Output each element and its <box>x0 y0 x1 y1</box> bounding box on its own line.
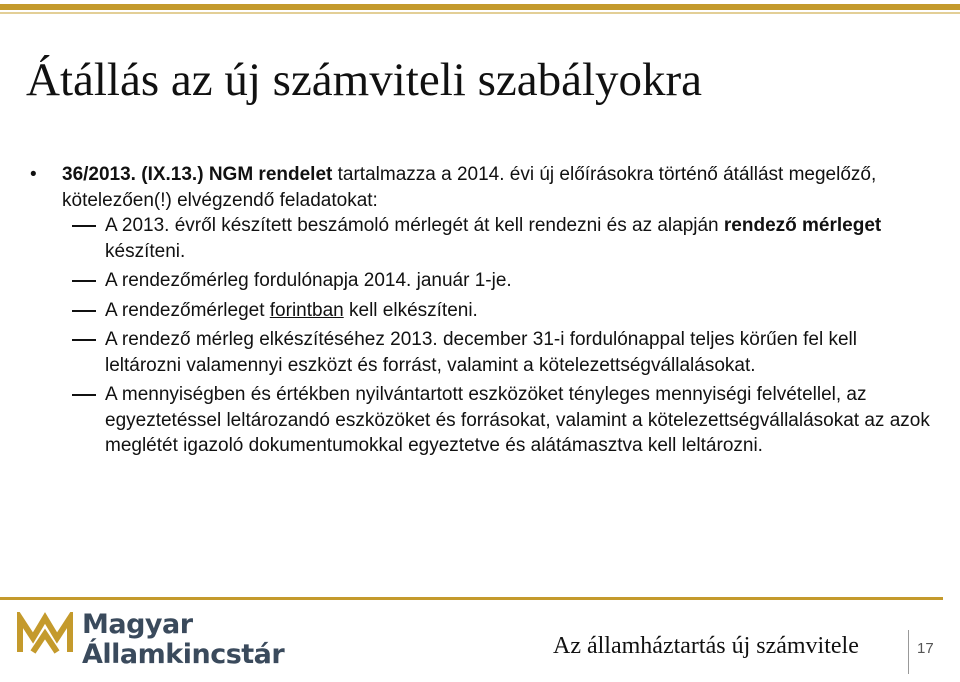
sub-item-2-text: A rendezőmérleg fordulónapja 2014. január 1-je. <box>105 270 512 291</box>
sub-item-3-text-post: kell elkészíteni. <box>343 299 478 321</box>
sub-item-1-text-pre: A 2013. évről készített beszámoló mérlegét át kell rendezni és az alapján <box>105 215 724 236</box>
dash-icon <box>72 394 96 396</box>
sub-item-1-text-post: készíteni. <box>105 240 186 262</box>
sub-item-2 <box>30 268 935 294</box>
sub-item-5 <box>30 382 935 459</box>
dash-icon <box>72 225 96 227</box>
bullet-icon: • <box>30 164 37 185</box>
dash-icon <box>72 280 96 282</box>
sub-item-3 <box>30 298 935 324</box>
sub-item-1 <box>30 213 935 264</box>
page-number: 17 <box>917 640 934 657</box>
sub-item-1-text-bold: rendező mérleget <box>723 215 882 236</box>
sub-item-4-text: A rendező mérleg elkészítéséhez 2013. december 31-i fordulónappal teljes körűen fel kell leltározni valamennyi eszközt és forrást, valamint a kötelezettségvállalásokat. <box>105 329 858 376</box>
logo-line-2: Államkincstár <box>82 639 285 670</box>
footer-accent-rule <box>0 597 943 600</box>
footer-title: Az államháztartás új számvitele <box>553 633 859 659</box>
footer-divider <box>908 630 909 674</box>
sub-item-5-text: A mennyiségben és értékben nyilvántartott eszközöket tényleges mennyiségi felvétellel, az egyeztetéssel leltározandó eszközöket és forrásokat, valamint a kötelezettségvállalásokat az azok meglétét igazoló dokumentumokkal egyeztetve és alátámasztva kell leltározni. <box>105 384 930 456</box>
sub-item-3-text-underlined: forintban <box>269 299 344 321</box>
dash-icon <box>72 339 96 341</box>
dash-icon <box>72 310 96 312</box>
top-accent-rule <box>0 4 960 10</box>
regulation-reference: 36/2013. (IX.13.) NGM rendelet <box>62 164 333 185</box>
magyar-allamkincstar-logo-icon <box>16 612 74 656</box>
slide-content <box>30 162 935 459</box>
bullet-1-text: tartalmazza a 2014. évi új előírásokra történő átállást megelőző, kötelezően(!) elvégzendő feladatokat: <box>62 164 877 211</box>
bullet-item-1 <box>30 162 935 213</box>
top-accent-rule-thin <box>0 12 960 14</box>
logo-wordmark <box>82 610 284 670</box>
sub-item-3-text-pre: A rendezőmérleget <box>105 299 270 321</box>
slide-title: Átállás az új számviteli szabályokra <box>26 54 703 106</box>
sub-item-4 <box>30 327 935 378</box>
logo-line-1: Magyar <box>82 609 193 640</box>
